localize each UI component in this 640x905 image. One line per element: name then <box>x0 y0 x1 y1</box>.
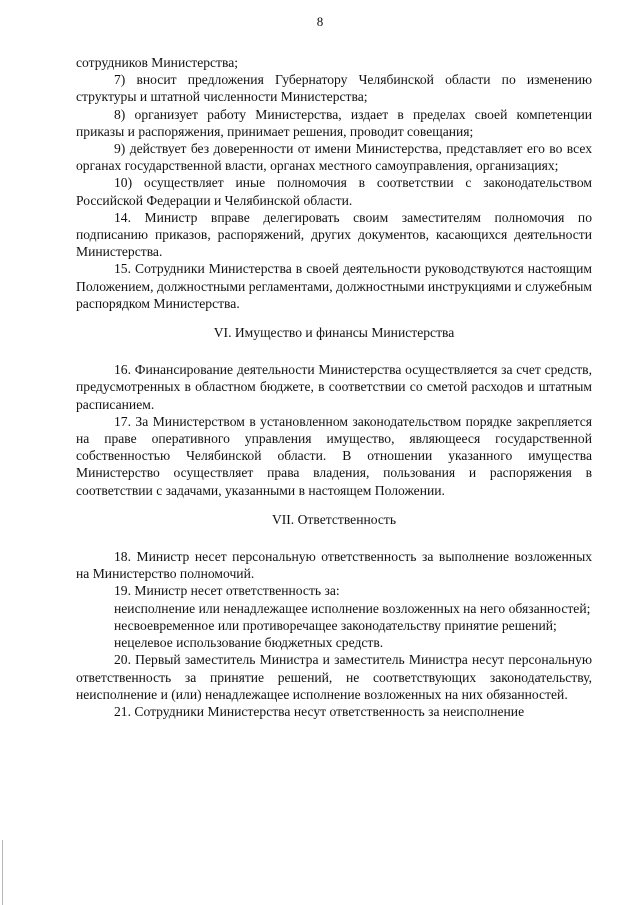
document-body <box>76 54 592 720</box>
paragraphs-part2 <box>76 361 592 499</box>
paragraph: 9) действует без доверенности от имени Министерства, представляет его во всех органах государственной власти, органах местного самоуправления, организациях; <box>76 141 592 174</box>
paragraphs-part1 <box>76 54 592 312</box>
paragraph: сотрудников Министерства; <box>76 55 239 70</box>
paragraph: нецелевое использование бюджетных средств. <box>114 635 384 651</box>
paragraph: несвоевременное или противоречащее законодательству принятие решений; <box>114 617 557 633</box>
section-title-7: VII. Ответственность <box>271 511 397 527</box>
section-title-6: VI. Имущество и финансы Министерства <box>213 325 455 341</box>
scan-edge-mark <box>2 840 3 905</box>
page-number: 8 <box>316 14 324 29</box>
paragraph: 16. Финансирование деятельности Министерства осуществляется за счет средств, предусмотренных в областном бюджете, в соответствии со сметой расходов и штатным расписанием. <box>76 362 592 412</box>
paragraph: 15. Сотрудники Министерства в своей деятельности руководствуются настоящим Положением, должностными регламентами, должностными инструкциями и служебным распорядком Министерства. <box>76 261 592 311</box>
paragraph: 17. За Министерством в установленном законодательством порядке закрепляется на праве оперативного управления имущество, являющееся государственной собственностью Челябинской области. В отношении указанного имущества Министерство осуществляет права владения, пользования и распоряжения в соответствии с задачами, указанными в настоящем Положении. <box>76 413 592 498</box>
paragraph: 18. Министр несет персональную ответственность за выполнение возложенных на Министерство полномочий. <box>76 549 592 582</box>
paragraph: 7) вносит предложения Губернатору Челябинской области по изменению структуры и штатной численности Министерства; <box>76 72 592 105</box>
paragraph: 20. Первый заместитель Министра и заместитель Министра несут персональную ответственность за принятие решений, не соответствующих законодательству, неисполнение и (или) ненадлежащее исполнение возложенных на них обязанностей. <box>76 652 592 702</box>
paragraph: 10) осуществляет иные полномочия в соответствии с законодательством Российской Федерации и Челябинской области. <box>76 175 592 208</box>
paragraph: 21. Сотрудники Министерства несут ответственность за неисполнение <box>114 703 525 719</box>
paragraph: 19. Министр несет ответственность за: <box>114 583 340 599</box>
paragraph: 8) организует работу Министерства, издает в пределах своей компетенции приказы и распоряжения, принимает решения, проводит совещания; <box>76 106 592 139</box>
paragraph: неисполнение или ненадлежащее исполнение возложенных на него обязанностей; <box>114 600 591 616</box>
paragraphs-part3 <box>76 548 592 720</box>
paragraph: 14. Министр вправе делегировать своим заместителям полномочия по подписанию приказов, распоряжений, других документов, касающихся деятельности Министерства. <box>76 209 592 260</box>
